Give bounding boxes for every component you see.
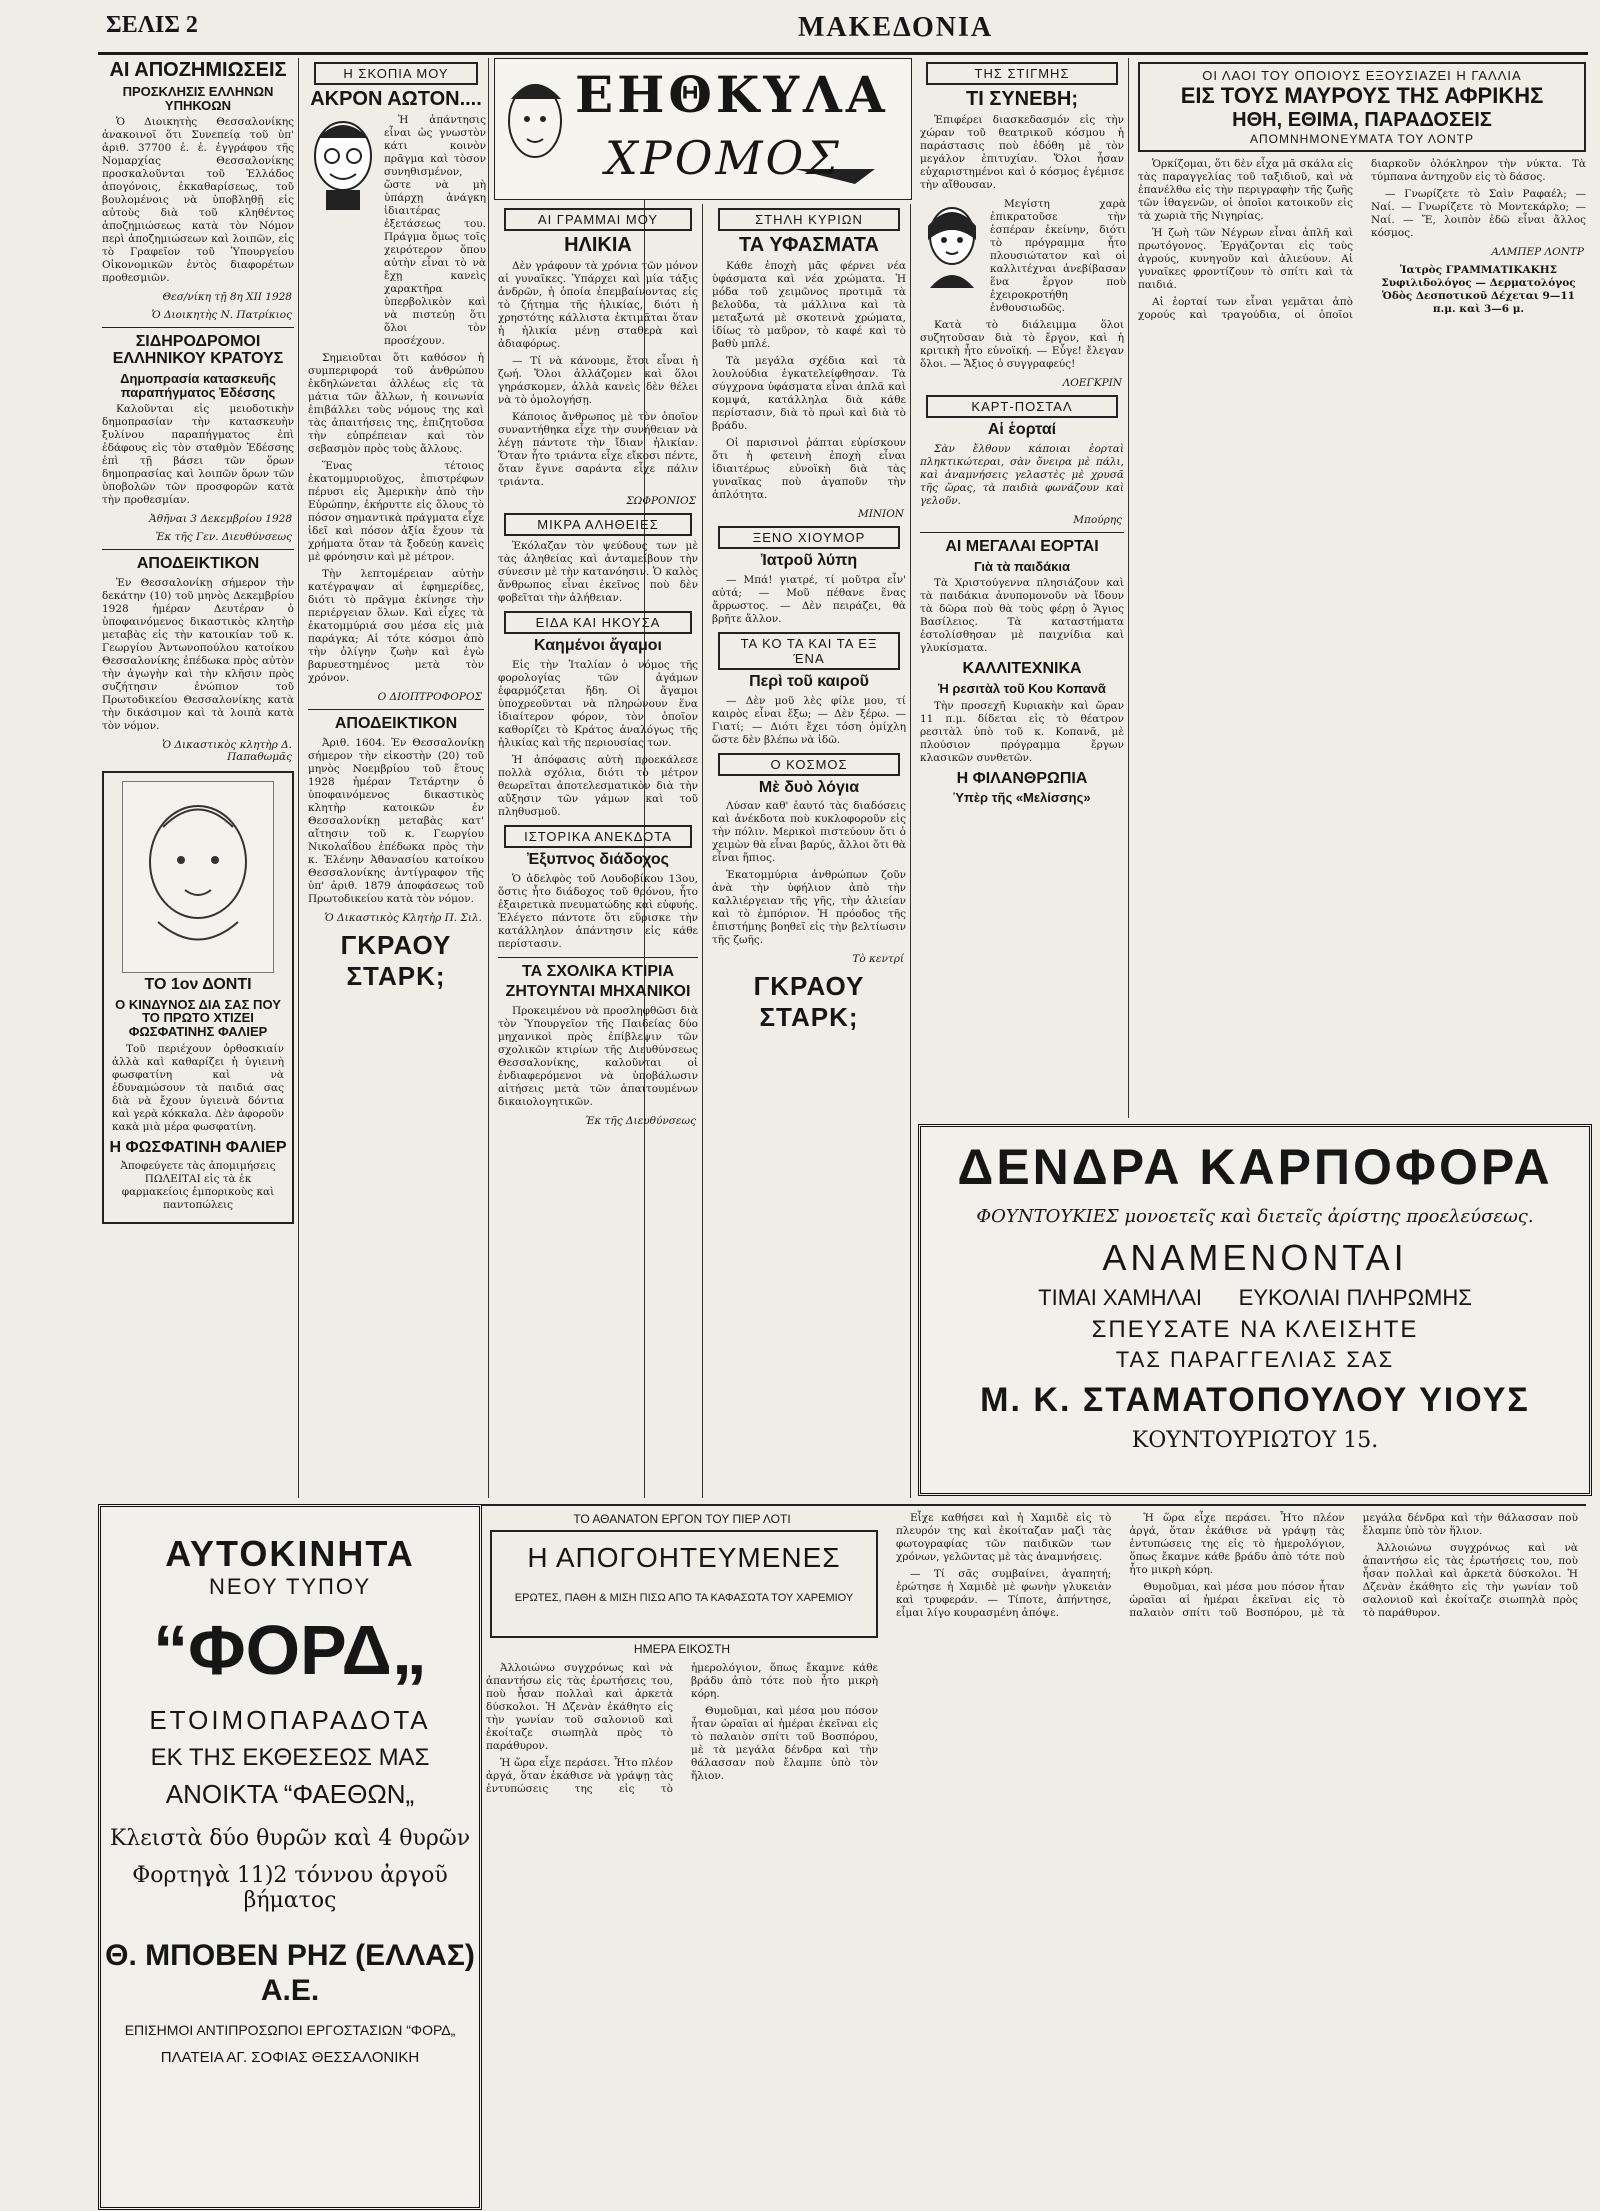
africa-title: ΕΙΣ ΤΟΥΣ ΜΑΥΡΟΥΣ ΤΗΣ ΑΦΡΙΚΗΣ <box>1180 83 1544 108</box>
article-text: Ἀλλοιώνω συγχρόνως καὶ νὰ ἀπαντήσω εἰς τὰς ἐρωτήσεις του, ποὺ ἦσαν πολλαὶ καὶ ἀρκετὰ δύσκολοι. Ἡ Δζενὰν ἐκάθητο εἰς τὴν γωνίαν τοῦ σαλονιοῦ καὶ ἐκοίταζε σιωπηλὰ πρὸς τὸ παράθυρον. <box>1362 1542 1578 1619</box>
falier-subtitle: Ο ΚΙΝΔΥΝΟΣ ΔΙΑ ΣΑΣ ΠΟΥ ΤΟ ΠΡΩΤΟ ΧΤΙΖΕΙ ΦΩΣΦΑΤΙΝΗΣ ΦΑΛΙΕΡ <box>115 996 281 1040</box>
banner-title: ΕΗΘΚΥΛΑ <box>575 65 889 124</box>
column-1 <box>98 58 299 1498</box>
poem <box>920 443 1124 508</box>
article-text: Ἡ ὥρα εἶχε περάσει. Ἦτο πλέον ἀργά, ὅταν ἐκάθισε νὰ γράψῃ τὰς ἐντυπώσεις της εἰς τὸ ἡμερολόγιον, ὅπως ἔκαμνε κάθε βράδυ ἀπὸ τότε ποὺ ἦτο μικρὴ κόρη. <box>486 1662 878 1795</box>
article-text: Τὴν λεπτομέρειαν αὐτὴν κατέγραψαν αἱ ἐφημερίδες, διότι τὸ πρᾶγμα ἐκίνησε τὴν περιέργειαν ὅλων. Καὶ εἶχες τὰ ἐκατομμύριά σου μέσα εἰς μιὰ παράγκα; Αἱ τότε κόσμοι ἀπὸ τὴν ὀλίγην ζωὴν καὶ ἐγὼ βαρυεστημένος μετὰ τὸν χρόνον. <box>308 568 484 684</box>
signature: ΣΩΦΡΟΝΙΟΣ <box>626 495 696 507</box>
signature: Ὁ Δικαστικὸς κλητὴρ Δ. Παπαθωμᾶς <box>162 738 292 763</box>
serial-feuilleton <box>482 1504 1586 2206</box>
headline-apodeiktikon: ΑΠΟΔΕΙΚΤΙΚΟΝ <box>136 555 260 573</box>
africa-header <box>1138 62 1586 152</box>
portrait-row <box>916 198 1128 319</box>
article-text: Τὴν προσεχῆ Κυριακὴν καὶ ὥραν 11 π.μ. δίδεται εἰς τὸ θέατρον ρεσιτὰλ ὑπὸ τοῦ κ. Κοπανᾶ, μὲ πλούσιον πρόγραμμα ἔργων κλασικῶν συνθετῶν. <box>920 699 1124 764</box>
article-text: — Μπά! γιατρέ, τί μοῦτρα εἶν' αὐτά; — Μοῦ πέθανε ἕνας ἄρρωστος. — Δὲν πειράζει, θὰ βρῆτε ἄλλον. <box>712 573 906 625</box>
article-text: Κατὰ τὸ διάλειμμα ὅλοι συζητοῦσαν διὰ τὸ ἔργον, καὶ ἡ κριτικὴ ἦτο εὐνοϊκή. — Εὖγε! ἔλεγαν ὅλοι. — Ἄξιος ὁ συγγραφεύς! <box>920 319 1124 370</box>
ad-tree-prices: ΤΙΜΑΙ ΧΑΜΗΛΑΙ <box>1038 1284 1202 1310</box>
article-text: Θυμοῦμαι, καὶ μέσα μου πόσον ἦταν ὡραῖαι αἱ ἡμέραι ἐκεῖναι εἰς τὸ παλαιὸν σπίτι τοῦ Βοσπόρου, μὲ τὰ μεγάλα δένδρα καὶ τὴν θάλασσαν ποὺ ἔλαμπε ὑπὸ τὸν ἥλιον. <box>691 1705 878 1782</box>
article-text: Ἐν Θεσσαλονίκῃ σήμερον τὴν δεκάτην (10) τοῦ μηνὸς Δεκεμβρίου 1928 ἡμέραν Δευτέραν ὁ ὑποφαινόμενος δικαστικὸς κλητὴρ μεταβὰς εἰς τὴν κατοικίαν τοῦ κ. Γεωργίου Ἀντωνοπούλου κατοίκου Θεσσαλονίκης ἐπέδωκα πρὸς αὐτὸν τὴν ἀγωγὴν καὶ τὴν κλῆσιν πρὸς συζήτησιν ἐνώπιον τοῦ Πρωτοδικείου Θεσσαλονίκης κατὰ τὴν δικάσιμον καὶ τὰ λοιπὰ κατὰ τὸν νόμον. <box>102 576 294 732</box>
article-text: Ἑκατομμύρια ἀνθρώπων ζοῦν ἀνὰ τὴν ὑφήλιον ἀπὸ τὴν καλλιέργειαν τῆς γῆς, τὴν ἁλιείαν καὶ τὸ ἐμπόριον. Ἡ πρόοδος τῆς ἐπιστήμης βοηθεῖ εἰς τὴν βελτίωσιν τῆς ζωῆς. <box>712 869 906 947</box>
serial-kicker: ΤΟ ΑΘΑΝΑΤΟΝ ΕΡΓΟΝ ΤΟΥ ΠΙΕΡ ΛΟΤΙ <box>573 1512 791 1526</box>
section-box-kyrion: ΣΤΗΛΗ ΚΥΡΙΩΝ <box>718 208 900 231</box>
headline-dyo-logia: Μὲ δυὸ λόγια <box>758 778 860 796</box>
serial-text-right <box>892 1512 1582 1623</box>
article-text: Ἐκόλαζαν τὸν ψεύδους των μὲ τὰς ἀληθείας καὶ ἀνταμείβουν τὴν σύνεσιν μὲ τὴν κατανόησιν. Ὁ καλὸς ἄνθρωπος εἶναι ἐκεῖνος ποὺ δὲν φοβεῖται τὴν ἀλήθειαν. <box>498 540 698 604</box>
article-text: Αἱ ἑορταί των εἶναι γεμᾶται ἀπὸ χορούς καὶ τραγούδια, οἱ ὁποῖοι διαρκοῦν ὁλόκληρον τὴν νύκτα. Τὰ τύμπανα ἀντηχοῦν εἰς τὸ δάσος. <box>1138 158 1586 321</box>
article-text: — Γνωρίζετε τὸ Σαὶν Ραφαέλ; — Ναί. — Γνωρίζετε τὸ Μοντεκάρλο; — Ναί. — Ἔ, λοιπὸν ἐδῶ εἶναι ἄλλος κόσμος. <box>1371 188 1586 239</box>
falier-tail <box>112 1160 284 1212</box>
article-text: Θυμοῦμαι, καὶ μέσα μου πόσον ἦταν ὡραῖαι αἱ ἡμέραι ἐκεῖναι εἰς τὸ παλαιὸν σπίτι τοῦ Βοσπόρου, μὲ τὰ μεγάλα δένδρα καὶ τὴν θάλασσαν ποὺ ἔλαμπε ὑπὸ τὸν ἥλιον. <box>1129 1512 1578 1619</box>
article-text: Ἀριθ. 1604. Ἐν Θεσσαλονίκῃ σήμερον τὴν εἰκοστὴν (20) τοῦ μηνὸς Νοεμβρίου τοῦ ἔτους 1928 ἡμέραν Τετάρτην ὁ ὑποφαινόμενος δικαστικὸς κλητὴρ κατοικῶν ἐν Θεσσαλονίκῃ μεταβὰς κατ' αἴτησιν τοῦ κ. Γεωργίου Νικολαΐδου ἐπέδωκα πρὸς τὴν κ. Ἑλένην Ἀθανασίου κατοίκου Θεσσαλονίκης ἀντίγραφον τῆς ὑπ' ἀριθ. 1879 ἀποφάσεως τοῦ Πρωτοδικείου κατὰ τὸν νόμον. <box>308 736 484 905</box>
article-text: Μεγίστη χαρὰ ἐπικρατοῦσε τὴν ἑσπέραν ἐκείνην, διότι τὸ πρόγραμμα ἦτο πλουσιώτατον καὶ οἱ καλλιτέχναι ἀνεβίβασαν ἕνα ἔργον ποὺ ἐχειροκροτήθη ἐνθουσιωδῶς. <box>990 198 1126 314</box>
column-5 <box>916 58 1129 1118</box>
serial-subtitle: ΕΡΩΤΕΣ, ΠΑΘΗ & ΜΙΣΗ ΠΙΣΩ ΑΠΟ ΤΑ ΚΑΦΑΣΩΤΑ ΤΟΥ ΧΑΡΕΜΙΟΥ <box>514 1592 854 1604</box>
divider <box>920 532 1124 533</box>
article-text <box>990 198 1126 319</box>
caricature-row <box>304 114 488 352</box>
ad-ford-dealer: Θ. ΜΠΟΒΕΝ ΡΗΖ (ΕΛΛΑΣ) Α.Ε. <box>105 1939 475 2007</box>
article-text <box>486 1662 878 1796</box>
article-dyo-logia <box>712 800 906 947</box>
ad-tree-line: ΦΟΥΝΤΟΥΚΙΕΣ μονοετεῖς καὶ διετεῖς ἀρίστης προελεύσεως. <box>976 1205 1534 1227</box>
signature: Τὸ κεντρί <box>852 953 904 966</box>
article-text <box>896 1512 1578 1623</box>
falier-ad <box>102 771 294 1225</box>
ad-tree-title: ΔΕΝΔΡΑ ΚΑΡΠΟΦΟΡΑ <box>957 1139 1553 1195</box>
article-text: Εἶχε καθήσει καὶ ἡ Χαμιδὲ εἰς τὸ πλευρόν της καὶ ἐκοίταζαν μαζὶ τὰς φωτογραφίας τῶν παιδικῶν των χρόνων, γελῶντας μὲ τὰς ἀναμνήσεις. <box>896 1512 1112 1563</box>
article-text: Τοῦ περιέχουν ὀρθοσκιαίν ἀλλὰ καὶ καθαρίζει ἡ ὑγιεινὴ φωσφατίνη καὶ νὰ ἐδυναμώσουν τὰ παιδιά σας διὰ νὰ ἔχουν ὑγιεινὰ δόντια καὶ γερὰ κόκκαλα. Δὲν ἀφοροῦν κακὰ μιὰ μέρα φωσφατίνη. <box>112 1042 284 1133</box>
ad-ford-brand: “ΦΟΡΔ„ <box>153 1610 427 1689</box>
column-6 <box>1134 58 1590 1118</box>
section-box-grammai: ΑΙ ΓΡΑΜΜΑΙ ΜΟΥ <box>504 208 692 231</box>
ad-tree-terms <box>921 1285 1589 1310</box>
doctor-ad <box>1371 264 1586 316</box>
article-apodeiktikon-2 <box>308 737 484 906</box>
section-box-kart-postal: ΚΑΡΤ-ΠΟΣΤΑΛ <box>926 395 1118 418</box>
headline-iatrou: Ἰατροῦ λύπη <box>760 552 858 569</box>
signature: Μπούρης <box>1073 513 1122 526</box>
article-text <box>384 114 486 352</box>
section-box-eida: ΕΙΔΑ ΚΑΙ ΗΚΟΥΣΑ <box>504 611 692 634</box>
subheadline-paidakia: Γιὰ τὰ παιδάκια <box>974 558 1070 574</box>
article-apodeiktikon <box>102 577 294 733</box>
ad-dendra-karpofora <box>918 1124 1592 1496</box>
ad-ford-address: ΠΛΑΤΕΙΑ ΑΓ. ΣΟΦΙΑΣ ΘΕΣΣΑΛΟΝΙΚΗ <box>160 2048 420 2066</box>
article-text: Ἀλλοιώνω συγχρόνως καὶ νὰ ἀπαντήσω εἰς τὰς ἐρωτήσεις του, ποὺ ἦσαν πολλαὶ καὶ ἀρκετὰ δύσκολοι. Ἡ Δζενὰν ἐκάθητο εἰς τὴν γωνίαν τοῦ σαλονιοῦ καὶ ἐκοίταζε σιωπηλὰ πρὸς τὸ παράθυρον. <box>486 1662 673 1752</box>
article-text: Ὁ ἀδελφὸς τοῦ Λουδοβίκου 13ου, ὅστις ἦτο διάδοχος τοῦ θρόνου, ἦτο ἐξαιρετικὰ πνευματώδης καὶ εὐφυής. Ἐλέγετο πάντοτε ὅτι εὕρισκε τὴν κατάλληλον ἀπάντησιν εἰς κάθε περίστασιν. <box>498 872 698 950</box>
ad-ford-line6: ΑΝΟΙΚΤΑ “ΦΑΕΘΩΝ„ <box>165 1778 415 1809</box>
graou-stark-slogan: ΓΚΡΑΟΥ ΣΤΑΡΚ; <box>340 929 452 991</box>
headline-ti-synevi: ΤΙ ΣΥΝΕΒΗ; <box>965 88 1078 110</box>
section-box-humor: ΞΕΝΟ ΧΙΟΥΜΟΡ <box>718 526 900 549</box>
article-text: Οἱ παρισινοὶ ῥάπται εὑρίσκουν ὅτι ἡ φετεινὴ ἐποχὴ εἶναι ἰδιαιτέρως εὐνοϊκὴ διὰ τὰς γυναῖκας ποὺ ἀγαποῦν τὴν ἁπλότητα. <box>712 437 906 501</box>
headline-yfasmata: ΤΑ ΥΦΑΣΜΑΤΑ <box>739 234 879 256</box>
article-diadochos <box>498 873 698 951</box>
article-text: — Τί σᾶς συμβαίνει, ἀγαπητή; ἐρώτησε ἡ Χαμιδὲ μὲ φωνὴν γλυκειὰν καὶ τρυφεράν. — Τίποτε, ἀπήντησε, εἶμαι λίγο κουρασμένη ἀπόψε. <box>896 1568 1112 1619</box>
article-yfasmata <box>712 260 906 502</box>
ad-ford-reps: ΕΠΙΣΗΜΟΙ ΑΝΤΙΠΡΟΣΩΠΟΙ ΕΡΓΟΣΤΑΣΙΩΝ “ΦΟΡΔ„ <box>124 2022 456 2039</box>
headline-eortai: Αἱ ἑορταί <box>987 421 1057 438</box>
ad-tree-payments: ΕΥΚΟΛΙΑΙ ΠΛΗΡΩΜΗΣ <box>1238 1284 1472 1310</box>
serial-day: ΗΜΕΡΑ ΕΙΚΟΣΤΗ <box>633 1642 731 1656</box>
section-box-skopia: Η ΣΚΟΠΙΑ ΜΟΥ <box>314 62 478 85</box>
article-ilikia <box>498 260 698 489</box>
headline-scholika: ΤΑ ΣΧΟΛΙΚΑ ΚΤΙΡΙΑ <box>522 962 674 980</box>
article-text: Σὰν ἔλθουν κάποιαι ἑορταὶ πληκτικώτεραι, σὰν ὄνειρα μὲ πάλι, καὶ ἀναμνήσεις γελαστὲς μὲ χρυσᾶ τῆς ὥρας, τὰ παιδιὰ φωνάζουν καὶ γελοῦν. <box>920 442 1124 507</box>
article-text: Ἡ ἀπάντησις εἶναι ὡς γνωστὸν κάτι κοινὸν πρᾶγμα καὶ τὸσον συνηθισμένον, ὥστε νὰ μὴ ὑπάρχῃ ἀνάγκη ἰδιαιτέρας ἐξετάσεως του. Πράγμα ὅμως τοῖς χειρότερον ὅπου αὐτὴν εἶναι τὸ νὰ ἔχῃ κανεὶς χαρακτῆρα ὑπερβολικὸν καὶ νὰ πιστεύῃ ὅτι ὅλοι τὸν προσέχουν. <box>384 114 486 347</box>
signature: Ἀθῆναι 3 Δεκεμβρίου 1928 <box>149 513 292 526</box>
falier-text <box>112 1043 284 1134</box>
article-text: Ὁρκίζομαι, ὅτι δὲν εἶχα μᾶ σκάλα εἰς τὰς παραγγελίας τοῦ ταξιδιοῦ, καὶ νὰ ἐπανέλθω εἰς τὴν περιγραφὴν τῆς ζωῆς τῶν ἰθαγενῶν, οἱ ὁποῖοι κατοικοῦν εἰς τὰ χωριὰ τῆς Νιγηρίας. <box>1138 158 1353 222</box>
article-recital <box>920 700 1124 765</box>
ad-ford <box>98 1504 482 2210</box>
section-box-mikra: ΜΙΚΡΑ ΑΛΗΘΕΙΕΣ <box>504 513 692 536</box>
africa-article <box>1134 158 1590 322</box>
subheadline-recital: Ἡ ρεσιτὰλ τοῦ Κου Κοπανᾶ <box>938 681 1106 697</box>
ad-ford-line4: ΕΤΟΙΜΟΠΑΡΑΔΟΤΑ <box>149 1705 431 1736</box>
subheadline-apozimioseis: ΠΡΟΣΚΛΗΣΙΣ ΕΛΛΗΝΩΝ ΥΠΗΚΟΩΝ <box>122 84 274 113</box>
section-box-kosmos: Ο ΚΟΣΜΟΣ <box>718 753 900 776</box>
article-ti-synevi-2 <box>920 319 1124 371</box>
ad-ford-line1: ΑΥΤΟΚΙΝΗΤΑ <box>165 1533 415 1574</box>
article-text: Ἡ ὥρα εἶχε περάσει. Ἦτο πλέον ἀργά, ὅταν ἐκάθισε νὰ γράψῃ τὰς ἐντυπώσεις της εἰς τὸ ἡμερολόγιον, ὅπως ἔκαμνε κάθε βράδυ ἀπὸ τότε ποὺ ἦτο μικρὴ κόρη. <box>1129 1512 1345 1576</box>
signature: ΛΟΕΓΚΡΙΝ <box>1062 377 1122 389</box>
headline-apozimioseis: ΑΙ ΑΠΟΖΗΜΙΩΣΕΙΣ <box>109 59 287 81</box>
serial-text-left <box>482 1662 882 1796</box>
africa-subtitle: ΗΘΗ, ΕΘΙΜΑ, ΠΑΡΑΔΟΣΕΙΣ <box>1232 109 1492 131</box>
headline-akron-aoton: ΑΚΡΟΝ ΑΩΤΟΝ.... <box>310 88 482 110</box>
ad-tree-orders: ΤΑΣ ΠΑΡΑΓΓΕΛΙΑΣ ΣΑΣ <box>1115 1347 1395 1373</box>
caricature-illustration <box>308 116 378 212</box>
article-text: — Δὲν μοῦ λὲς φίλε μου, τί καιρὸς εἶναι ἔξω; — Δὲν ξέρω. — Γιατί; — Διότι ἔχει τόση ὁμίχλη ὥστε δὲν βλέπω νὰ ἰδῶ. <box>712 694 906 746</box>
ad-tree-await: ΑΝΑΜΕΝΟΝΤΑΙ <box>1102 1237 1408 1279</box>
headline-sidirodromoi: ΣΙΔΗΡΟΔΡΟΜΟΙ ΕΛΛΗΝΙΚΟΥ ΚΡΑΤΟΥΣ <box>112 333 284 368</box>
article-agamoi <box>498 659 698 819</box>
signature: ΜΙΝΙΟΝ <box>857 508 904 520</box>
portrait-illustration <box>920 200 984 290</box>
signature: Ὁ Διοικητὴς Ν. Πατρίκιος <box>151 309 292 322</box>
headline-megalai-eortai: ΑΙ ΜΕΓΑΛΑΙ ΕΟΡΤΑΙ <box>945 537 1099 555</box>
headline-apodeiktikon-2: ΑΠΟΔΕΙΚΤΙΚΟΝ <box>334 715 458 732</box>
ad-ford-line5: ΕΚ ΤΗΣ ΕΚΘΕΣΕΩΣ ΜΑΣ <box>150 1744 430 1772</box>
signature: Ὁ Δικαστικὸς Κλητὴρ Π. Σιλ. <box>324 911 482 924</box>
article-akron <box>308 352 484 685</box>
falier-brand: Η ΦΩΣΦΑΤΙΝΗ ΦΑΛΙΕΡ <box>109 1138 287 1156</box>
headline-agamoi: Καημένοι ἄγαμοι <box>534 637 662 654</box>
column-2 <box>304 58 489 1498</box>
signature: ΑΛΜΠΕΡ ΛΟΝΤΡ <box>1491 246 1584 258</box>
headline-diadochos: Ἐξυπνος διάδοχος <box>527 850 669 868</box>
section-box-istorika: ΙΣΤΟΡΙΚΑ ΑΝΕΚΔΟΤΑ <box>504 825 692 848</box>
divider <box>308 709 484 710</box>
subheadline-sidirodromoi: Δημοπρασία κατασκευῆς παραπήγματος Ἐδέσσης <box>120 370 276 400</box>
section-box-kota: ΤΑ ΚΟ ΤΑ ΚΑΙ ΤΑ ΕΞ ΈΝΑ <box>718 632 900 670</box>
article-text: Λύσαν καθ' ἑαυτό τὰς διαδόσεις καὶ ἀνέκδοτα ποὺ κυκλοφοροῦν εἰς τὴν πόλιν. Μερικοὶ πιστεύουν ὅτι ὁ χειμὼν θὰ εἶναι βαρύς, ἄλλοι ὅτι θὰ εἶναι ἤπιος. <box>712 800 906 865</box>
article-text: Ἡ ζωὴ τῶν Νέγρων εἶναι ἁπλῆ καὶ πρωτόγονος. Ἐργάζονται εἰς τοὺς ἀγρούς, κυνηγοῦν καὶ ἁλιεύουν. Αἱ γυναῖκες φροντίζουν τὸ σπίτι καὶ τὰ παιδιά. <box>1138 227 1353 291</box>
africa-byline: ΑΠΟΜΝΗΜΟΝΕΥΜΑΤΑ ΤΟΥ ΛΟΝΤΡ <box>1250 132 1474 146</box>
article-text: Κάθε ἐποχὴ μᾶς φέρνει νέα ὑφάσματα καὶ νέα χρώματα. Ἡ μόδα τοῦ χειμῶνος προτιμᾶ τὰ βελοῦδα, τὰ μάλλινα καὶ τὰ μεταξωτά μὲ σκοτεινὰ χρώματα, ἰδίως τὸ μαῦρον, τὸ καφέ καὶ τὸ βαθὺ μπλέ. <box>712 260 906 350</box>
article-text: Ἡ ἀπόφασις αὐτὴ προεκάλεσε πολλὰ σχόλια, διότι τὸ μέτρον θεωρεῖται ἀποτελεσματικὸν διὰ τὴν αὔξησιν τῶν γάμων καὶ τοῦ πληθυσμοῦ. <box>498 753 698 818</box>
section-box-stigmis: ΤΗΣ ΣΤΙΓΜΗΣ <box>926 62 1118 85</box>
serial-title-box <box>490 1530 878 1638</box>
ad-tree-hurry: ΣΠΕΥΣΑΤΕ ΝΑ ΚΛΕΙΣΗΤΕ <box>1091 1315 1419 1343</box>
article-text: Ἰατρὸς ΓΡΑΜΜΑΤΙΚΑΚΗΣ Συφιλιδολόγος — Δερματολόγος Ὁδὸς Δεσποτικοῦ Δέχεται 9—11 π.μ. καὶ 3—6 μ. <box>1381 264 1576 315</box>
page-number: ΣΕΛΙΣ 2 <box>106 12 198 38</box>
article-ti-synevi <box>920 114 1124 192</box>
article-kairou <box>712 695 906 747</box>
article-text: Κάποιος ἄνθρωπος μὲ τὸν ὁποῖον συναντήθηκα εἶχε τὴν συνήθειαν νὰ λέγῃ πάντοτε τὴν ἴδιαν ἡλικίαν. Ὅταν ἦτο τριάντα εἶχε εἴκοσι πέντε, ὅταν ἔγινε σαράντα εἶχε πάλιν τριάντα. <box>498 411 698 488</box>
column-4 <box>708 204 911 1498</box>
article-text: Ὁ Διοικητὴς Θεσσαλονίκης ἀνακοινοῖ ὅτι Συνεπείᾳ τοῦ ὑπ' ἀριθ. 37700 ἐ. ἐ. ἐγγράφου τῆς Νομαρχίας Θεσσαλονίκης προσκαλοῦνται τοῦ Ἑλλάδος ἀπογόνοις, ἐκκαθαρίσεως, τοῦ βουλομένοις νὰ ὑποβληθῇ εἰς αὐτοὺς διὰ τοῦ κληθέντος ἀποζημιώσεως κατὰ τὸν Νόμον περὶ ἀποζημιώσεων καὶ λοιπῶν, εἰς τὸ Γραφεῖον τοῦ Ὑπουργείου Οἰκονομικῶν ἐντὸς διαφορέτων προθεσμιῶν. <box>102 116 294 285</box>
ad-ford-line8: Φορτηγὰ 11)2 τόννου ἀργοῦ βήματος <box>132 1862 448 1914</box>
article-iatrou <box>712 574 906 626</box>
ad-ford-line7: Κλειστὰ δύο θυρῶν καὶ 4 θυρῶν <box>109 1825 471 1851</box>
article-text: Ἀποφεύγετε τὰς ἀπομιμήσεις ΠΩΛΕΙΤΑΙ εἰς τὰ ἐκ φαρμακείοις ἐμπορικοὺς καὶ παντοπώλεις <box>120 1160 276 1212</box>
baby-illustration <box>122 781 274 973</box>
headline-filanthropia: Η ΦΙΛΑΝΘΡΩΠΙΑ <box>956 769 1088 787</box>
africa-kicker: ΟΙ ΛΑΟΙ ΤΟΥ ΟΠΟΙΟΥΣ ΕΞΟΥΣΙΑΖΕΙ Η ΓΑΛΛΙΑ <box>1202 68 1522 83</box>
signature: Ἐκ τῆς Διευθύνσεως <box>585 1115 696 1128</box>
article-eortai <box>920 577 1124 655</box>
banner-ehokyla-chromos <box>494 58 912 200</box>
headline-michanikoi: ΖΗΤΟΥΝΤΑΙ ΜΗΧΑΝΙΚΟΙ <box>505 983 691 1001</box>
divider <box>498 957 698 958</box>
newspaper-name: ΜΑΚΕΔΟΝΙΑ <box>798 12 994 43</box>
article-sidirodromoi <box>102 403 294 507</box>
ad-tree-address: ΚΟΥΝΤΟΥΡΙΩΤΟΥ 15. <box>1131 1427 1379 1453</box>
signature: Ἐκ τῆς Γεν. Διευθύνσεως <box>155 531 292 544</box>
ad-ford-line2: ΝΕΟΥ ΤΥΠΟΥ <box>208 1574 372 1600</box>
article-apozimioseis <box>102 116 294 285</box>
headline-kallitechnika: ΚΑΛΛΙΤΕΧΝΙΚΑ <box>962 660 1082 678</box>
ad-tree-company: Μ. Κ. ΣΤΑΜΑΤΟΠΟΥΛΟΥ ΥΙΟΥΣ <box>980 1380 1530 1419</box>
graou-stark-slogan: ΓΚΡΑΟΥ ΣΤΑΡΚ; <box>753 971 865 1033</box>
article-text: Εἰς τὴν Ἰταλίαν ὁ νόμος τῆς φορολογίας τῶν ἀγάμων ἐφαρμόζεται ἤδη. Οἱ ἄγαμοι ὑποχρεοῦνται νὰ πληρώνουν ἕνα ἰδιαίτερον φόρον, τὸν ὁποῖον καθορίζει τὸ Κράτος ἀναλόγως τῆς ἡλικίας καὶ τῆς περιουσίας των. <box>498 658 698 749</box>
article-text: Τὰ μεγάλα σχέδια καὶ τὰ λουλούδια ἐγκατελείφθησαν. Τὰ σύγχρονα ὑφάσματα εἶναι ἁπλᾶ καὶ κομψά, κατάλληλα διὰ κάθε περίστασιν, διὰ τὸ πρωὶ καὶ διὰ τὸ βράδυ. <box>712 355 906 432</box>
article-text: Καλοῦνται εἰς μειοδοτικὴν δημοπρασίαν τὴν κατασκευὴν ξυλίνου παραπήγματος ἐπὶ ἐδάφους εἰς τὸν σταθμὸν Ἐδέσσης ἐπὶ τῇ βάσει τῶν ὅρων δημοπρασίας καὶ λοιπῶν ὅρων τῶν ὑποβολῶν τῶν προσφορῶν κατὰ τὴν προθεσμίαν. <box>102 403 294 507</box>
subheadline-melissis: Ὑπὲρ τῆς «Μελίσσης» <box>953 790 1091 806</box>
article-mikra <box>498 540 698 605</box>
article-text: — Τί νὰ κάνουμε, ἔτσι εἶναι ἡ ζωή. Ὅλοι ἀλλάζομεν καὶ ὅλοι γηράσκομεν, ἀλλὰ κανεὶς δὲν θέλει νὰ τὸ ὁμολογήσῃ. <box>498 355 698 406</box>
signature: Ο ΔΙΟΠΤΡΟΦΟΡΟΣ <box>377 691 482 703</box>
article-text: Ἐπιφέρει διασκεδασμόν εἰς τὴν χώραν τοῦ θεατρικοῦ κόσμου ἡ παράστασις ποὺ ἐδόθη μὲ τὸν μεγάλον ἐπιτυχίαν. Ὅλοι ἦσαν εὐχαριστημένοι καὶ ὁ κόσμος ἐγέμισε τὴν αἴθουσαν. <box>920 114 1124 191</box>
article-text: Σημειοῦται ὅτι καθόσον ἡ συμπεριφορά τοῦ ἀνθρώπου ἐκδηλώνεται ἀλλέως εἰς τὰ μάτια τῶν ἄλλων, ἡ κοινωνία ἐπιβάλλει τοὺς νόμους της καὶ τὰς ἀπαιτήσεις της, ἐπιζητοῦσα τὴν εὐπρέπειαν καὶ τὸν σεβασμὸν πρὸς τοὺς ἄλλους. <box>308 352 484 455</box>
headline-ilikia: ΗΛΙΚΙΑ <box>564 234 632 256</box>
serial-title: Η ΑΠΟΓΟΗΤΕΥΜΕΝΕΣ <box>527 1542 841 1573</box>
falier-title: ΤΟ 1ον ΔΟΝΤΙ <box>144 975 252 993</box>
article-text: Δὲν γράφουν τὰ χρόνια τῶν μόνον αἱ γυναῖκες. Ὑπάρχει καὶ μία τάξις ἀνδρῶν, ἡ ὁποία ἐπεμβαίνοντας εἰς τὸ ζήτημα τῆς ἡλικίας, διότι ἡ χρηστότης κάλλιστα ἐκτιμᾶται ὅταν ἡ ἡλικία μένῃ σταθερὰ καὶ ἀδιαφόρως. <box>498 260 698 350</box>
masthead <box>98 8 1588 55</box>
column-3-content <box>494 204 703 1498</box>
divider <box>102 549 294 550</box>
article-michanikoi <box>498 1005 698 1109</box>
signature: Θεσ/νίκη τῇ 8η XII 1928 <box>162 291 292 304</box>
headline-kairou: Περὶ τοῦ καιροῦ <box>749 672 869 690</box>
article-text: Ἕνας τέτοιος ἐκατομμυριοῦχος, ἐπιστρέφων πέρυσι εἰς Ἀμερικὴν ἀπὸ τὴν Εὐρώπην, ἐκήρυττε εἰς ὅλους τὸ πόσον σημαντικὰ πράγματα εἶχε ἰδεῖ καὶ πόσον ἀξία ἔχουν τὰ χρήματα ὅταν τὰ ξοδεύῃ κανεὶς μὲ φρόνησιν καὶ μὲ μέτρον. <box>308 460 484 563</box>
divider <box>102 327 294 328</box>
article-text: Προκειμένου νὰ προσληφθῶσι διὰ τὸν Ὑπουργεῖον τῆς Παιδείας δύο μηχανικοὶ πρὸς ἐπίβλεψιν τῶν σχολικῶν κτιρίων τῆς Διευθύνσεως Θεσσαλονίκης, καλοῦνται οἱ ἐνδιαφερόμενοι νὰ ὑποβάλωσιν αἰτήσεις μετὰ τῶν ἀπαιτουμένων δικαιολογητικῶν. <box>498 1005 698 1109</box>
article-text: Τὰ Χριστούγεννα πλησιάζουν καὶ τὰ παιδάκια ἀνυπομονοῦν νὰ ἴδουν τὰ δῶρα ποὺ θὰ τοὺς φέρῃ ὁ Ἅγιος Βασίλειος. Τὰ καταστήματα ἐστολίσθησαν μὲ παιχνίδια καὶ γλυκίσματα. <box>920 577 1124 655</box>
banner-subtitle: ΧΡΟΜΟΣ <box>605 131 842 185</box>
